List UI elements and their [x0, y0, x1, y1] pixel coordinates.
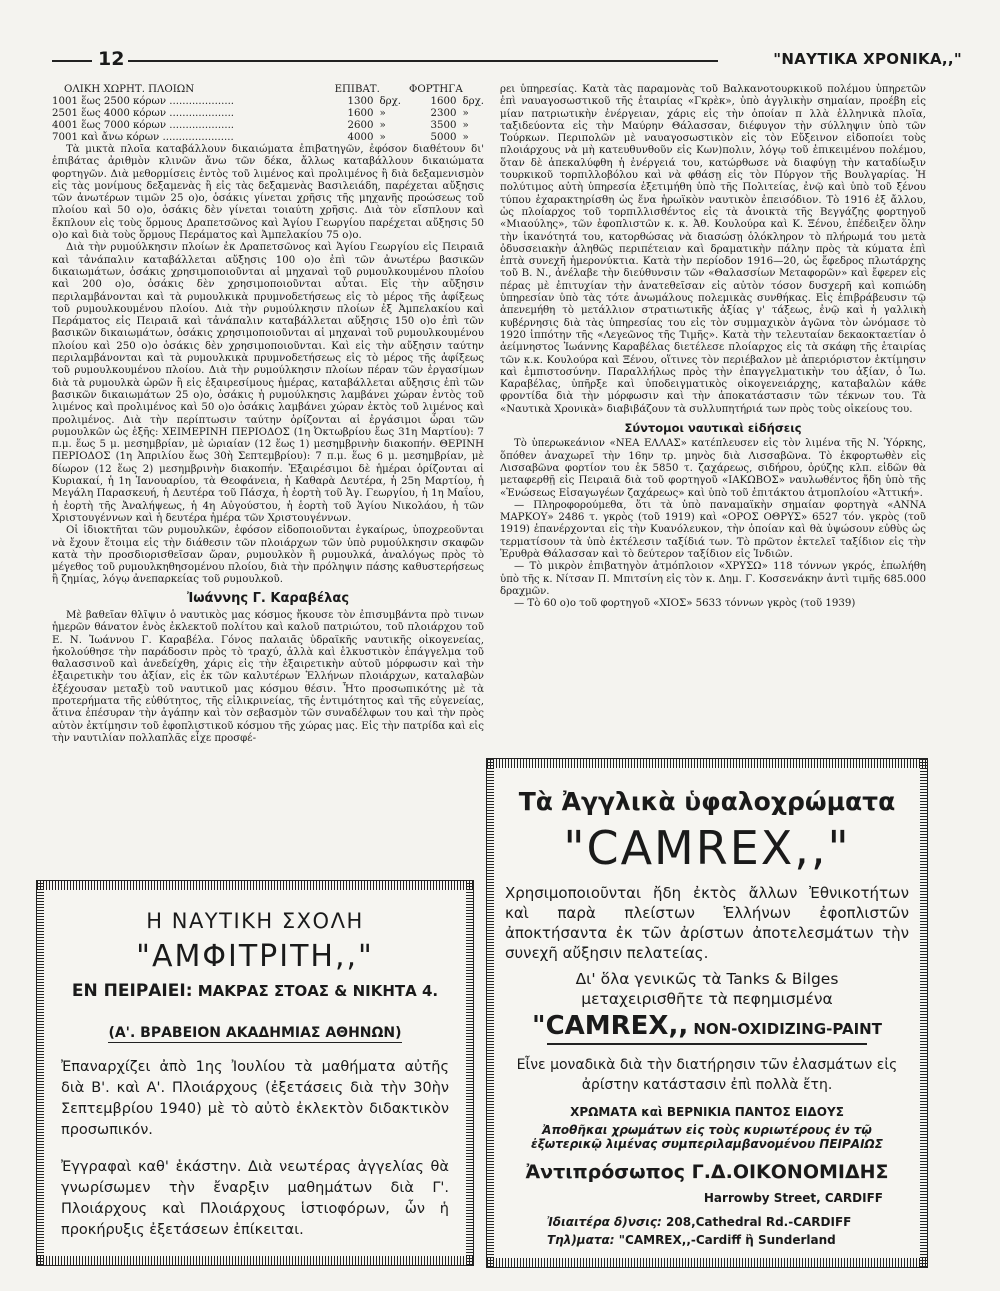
tariff-tonnage: 1001 ἕως 2500 κόρων .................... [52, 96, 235, 107]
camrex-product [497, 1011, 917, 1041]
tariff-tonnage: 7001 καὶ ἄνω κόρων ...................... [52, 132, 234, 143]
tariff-passenger-value: 1600 [347, 108, 374, 119]
school-address [51, 981, 459, 1001]
school-award [51, 1025, 459, 1041]
paragraph: Τὰ μικτὰ πλοῖα καταβάλλουν δικαιώματα ἐπιβατηγῶν, ἐφόσον διαθέτουν δι' ἐπιβάτας ἀριθμὸν κλινῶν ἄνω τῶν δέκα, ἄλλως καταβάλλουν δικαιώματα φορτηγῶν. Διὰ μεθορμίσεις ἐντὸς τοῦ λιμένος καὶ προλιμένος ἢ διὰ δεξαμενισμὸν εἰς τὰς μονίμους δεξαμενὰς ἢ εἰς τὰς δεξαμενὰς Βασιλειάδη, παρέχεται αὔξησις τῶν ἀνωτέρων τιμῶν 25 ο)ο, ὁσάκις γίνεται χρῆσις τῆς μηχανῆς προώσεως τοῦ πλοίου καὶ 50 ο)ο, ὁσάκις δὲν γίνεται τοιαύτη χρῆσις. Διὰ τὸν εἴσπλουν καὶ ἔκπλουν εἰς τοὺς ὅρμους Δραπετσῶνος καὶ Ἁγίου Γεωργίου παρέχεται αὔξησις 50 ο)ο καὶ διὰ τοὺς ὅρμους Περάματος καὶ Ἀμπελακίου 75 ο)ο. [52, 144, 484, 242]
camrex-address-label: Ἰδιαιτέρα δ)νσις: [547, 1215, 662, 1229]
page-number: 12 [98, 48, 125, 70]
journal-title: "ΝΑΥΤΙΚΑ ΧΡΟΝΙΚΑ,," [773, 50, 962, 68]
left-column [52, 84, 484, 745]
border-pattern [920, 759, 927, 1267]
tariff-head-passenger: ΕΠΙΒΑΤ. [334, 84, 380, 95]
camrex-text-1: Χρησιμοποιοῦνται ἤδη ἐκτὸς ἄλλων Ἐθνικοτήτων καὶ παρὰ πλείστων Ἑλλήνων ἐφοπλιστῶν ἀποκτήσαντα ἐκ τῶν ἀρίστων ἀποτελεσμάτων τὴν συνεχῆ αὔξησιν πελατείας. [505, 884, 909, 962]
header-rule-left [52, 60, 92, 62]
camrex-text-2: Δι' ὅλα γενικῶς τὰ Tanks & Bilges μεταχειρισθῆτε τὰ πεφημισμένα [575, 970, 839, 1008]
border-pattern [37, 881, 44, 1265]
camrex-brand: "CAMREX,," [563, 821, 851, 875]
camrex-stock [501, 1123, 913, 1151]
school-advertisement [36, 880, 474, 1266]
camrex-address [547, 1215, 909, 1229]
obituary-continued: ρει ὑπηρεσίας. Κατὰ τὰς παραμονὰς τοῦ Βαλκανοτουρκικοῦ πολέμου ὑπηρετῶν ἐπὶ ναυαγοσωστικοῦ τῆς ἑταιρίας «Γκρὲκ», ὑπὸ ἀγγλικὴν σημαίαν, προέβη εἰς μίαν πατριωτικὴν ἐνέργειαν, χάρις εἰς τὴν ὁποίαν π λλὰ ἑλληνικὰ πλοῖα, ταξιδεύοντα εἰς τὴν Μαύρην Θάλασσαν, διέφυγον τὴν σύλληψιν ὑπὸ τῶν Τούρκων. Περιπολῶν μὲ ναυαγοσωστικὸν εἰς τὸν Εὔξεινον εἰδοποίει τοὺς πλοιάρχους νὰ μὴ κατευθυνθοῦν εἰς Κων)πολιν, λόγῳ τοῦ ἐπικειμένου πολέμου, ὅταν δὲ ἀπεκαλύφθη ἡ ἐνέργειά του, κατώρθωσε νὰ διαφύγῃ τὴν καταδίωξιν τουρκικοῦ τορπιλλοβόλου καὶ νὰ φθάσῃ εἰς τὸν Πύργον τῆς Βουλγαρίας. Ἡ πολύτιμος αὐτὴ ὑπηρεσία ἐξετιμήθη ὑπὸ τῆς Πολιτείας, ἐνῷ καὶ ὑπὸ τοῦ ξένου τύπου ἐχαρακτηρίσθη ὡς ἕνα ἡρωϊκὸν ναυτικὸν ἐπεισόδιον. Τὸ 1916 ἐξ ἄλλου, ὡς πλοίαρχος τοῦ τορπιλλισθέντος εἰς τὰ ἀνοικτὰ τῆς Βεγγάζης φορτηγοῦ «Μιαούλης», τῶν ἐφοπλιστῶν κ. κ. Ἀθ. Κουλούρα καὶ Κ. Ξένου, ἐπέδειξεν ὅλην τὴν ἱκανότητά του, κατορθώσας νὰ διασώσῃ ὁλόκληρον τὸ πλήρωμά του μετὰ ὀδυσσειακὴν ἀληθῶς περιπέτειαν καὶ δραματικὴν πάλην πρὸς τὰ κύματα ἐπὶ ἑπτὰ συνεχῆ ἡμερονύκτια. Κατὰ τὴν περίοδον 1916—20, ὡς ἔφεδρος πλωτάρχης τοῦ Β. Ν., ἀνέλαβε τὴν διεύθυνσιν τῶν «Θαλασσίων Μεταφορῶν» καὶ ἔφερεν εἰς πέρας μὲ ἐπιτυχίαν τὴν ἀνατεθεῖσαν εἰς αὐτὸν τόσον δυσχερῆ καὶ κοπιώδη ὑπηρεσίαν ὑπὸ τὰς τότε ἀνωμάλους πολεμικὰς συνθήκας. Εἰς ἐπιβράβευσιν τῷ ἀπενεμήθη τὸ μετάλλιον στρατιωτικῆς ἀξίας γ' τάξεως, ἐνῷ καὶ ἡ γαλλικὴ κυβέρνησις διὰ τὰς ὑπηρεσίας του εἰς τὸν συμμαχικὸν ἀγῶνα τὸν ὠνόμασε τὸ 1920 ἱππότην τῆς «Λεγεῶνος τῆς Τιμῆς». Κατὰ τὴν τελευταίαν δεκαοκταετίαν ὁ ἀείμνηστος Ἰωάννης Καραβέλας διετέλεσε πλοίαρχος εἰς τὰ σκάφη τῆς ἑταιρίας τῶν κ.κ. Κουλούρα καὶ Ξένου, οἵτινες τὸν περιέβαλον μὲ ἀπεριόριστον ἐκτίμησιν καὶ ἐμπιστοσύνην. Παραλλήλως πρὸς τὴν ἐπαγγελματικὴν του ἀξίαν, ὁ Ἰω. Καραβέλας, ὑπῆρξε καὶ ὑποδειγματικὸς οἰκογενειάρχης, καταβαλὼν κάθε φροντίδα διὰ τὴν μόρφωσιν καὶ τὴν ἀποκατάστασιν τῶν τέκνων του. Τὰ «Ναυτικὰ Χρονικὰ» διαβιβάζουν τὰ συλλυπητήριά των πρὸς τοὺς οἰκείους του. [500, 84, 926, 415]
border-pattern [37, 1256, 473, 1265]
tariff-head-tonnage: ΟΛΙΚΗ ΧΩΡΗΤ. ΠΛΟΙΩΝ [64, 84, 195, 95]
tariff-cargo-unit: » [462, 132, 469, 143]
paragraph: Διὰ τὴν ρυμούλκησιν πλοίων ἐκ Δραπετσῶνος καὶ Ἁγίου Γεωργίου εἰς Πειραιᾶ καὶ τἀνάπαλιν καταβάλλεται αὔξησις 100 ο)ο ἐπὶ τῶν ἀνωτέρω βασικῶν δικαιωμάτων, ὁσάκις χρησιμοποιοῦνται αἱ μηχαναὶ τοῦ ρυμουλκουμένου πλοίου καὶ 200 ο)ο, ὁσάκις δὲν χρησιμοποιοῦνται αὗται. Εἰς τὴν αὔξησιν περιλαμβάνονται καὶ τὰ ρυμουλκικὰ πρυμνοδετήσεως εἰς τὸ μέρος τῆς ἀφίξεως τοῦ ρυμουλκουμένου πλοίου. Διὰ τὴν ρυμούλκησιν πλοίων ἐξ Ἀμπελακίου καὶ Περάματος εἰς Πειραιᾶ καὶ τἀνάπαλιν καταβάλλεται αὔξησις 150 ο)ο ἐπὶ τῶν βασικῶν δικαιωμάτων, ὁσάκις χρησιμοποιοῦνται αἱ μηχαναὶ τοῦ ρυμουλκουμένου πλοίου καὶ 250 ο)ο ὁσάκις δὲν χρησιμοποιοῦνται. Καὶ εἰς τὴν αὔξησιν ταύτην περιλαμβάνονται καὶ τὰ ρυμουλκικὰ πρυμνοδετήσεως εἰς τὸ μέρος τῆς ἀφίξεως τοῦ ρυμουλκουμένου πλοίου. Διὰ τὴν ρυμούλκησιν πλοίων πέραν τῶν ἐργασίμων διὰ τὰ ρυμουλκὰ ὡρῶν ἢ εἰς ἐξαιρεσίμους ἡμέρας, καταβάλλεται αὔξησις ἐπὶ τῶν βασικῶν δικαιωμάτων 25 ο)ο, ὁσάκις ἡ ρυμούλκησις λαμβάνει χώραν ἐντὸς τοῦ λιμένος καὶ προλιμένος καὶ 50 ο)ο ὁσάκις λαμβάνει χώραν ἐκτὸς τοῦ λιμένος καὶ προλιμένος. Διὰ τὴν περίπτωσιν ταύτην ὁρίζονται αἱ ἐργάσιμοι ὧραι τῶν ρυμουλκῶν ὡς ἑξῆς: ΧΕΙΜΕΡΙΝΗ ΠΕΡΙΟΔΟΣ (1η Ὀκτωβρίου ἕως 31η Μαρτίου): 7 π.μ. ἕως 5 μ. μεσημβρίαν, μὲ ὡριαίαν (12 ἕως 1) μεσημβρινὴν διακοπήν. ΘΕΡΙΝΗ ΠΕΡΙΟΔΟΣ (1η Ἀπριλίου ἕως 30ὴ Σεπτεμβρίου): 7 π.μ. ἕως 6 μ. μεσημβρίαν, μὲ δίωρον (12 ἕως 2) μεσημβρινὴν διακοπήν. Ἐξαιρέσιμοι δὲ ἡμέραι ὁρίζονται αἱ Κυριακαί, ἡ 1η Ἰανουαρίου, τὰ Θεοφάνεια, ἡ Καθαρὰ Δευτέρα, ἡ 25η Μαρτίου, ἡ Μεγάλη Παρασκευή, ἡ Δευτέρα τοῦ Πάσχα, ἡ ἑορτὴ τοῦ Ἁγ. Γεωργίου, ἡ 1η Μαΐου, ἡ ἑορτὴ τῆς Ἀναλήψεως, ἡ 4η Αὐγούστου, ἡ ἑορτὴ τοῦ Ἁγίου Νικολάου, ἡ τῶν Χριστουγέννων καὶ ἡ δευτέρα ἡμέρα τῶν Χριστουγέννων. [52, 242, 484, 524]
tariff-tonnage: 2501 ἕως 4000 κόρων .................... [52, 108, 235, 119]
camrex-street: Harrowby Street, CARDIFF [703, 1191, 883, 1205]
tariff-head-cargo: ΦΟΡΤΗΓΑ [409, 84, 463, 95]
camrex-telegram-label: Τηλ)ματα: [547, 1233, 615, 1247]
school-address-city: ΕΝ ΠΕΙΡΑΙΕΙ: [71, 981, 193, 1001]
tariff-cargo-unit: » [462, 108, 469, 119]
camrex-stock-2: ἐξωτερικῷ λιμένας συμπεριλαμβανομένου ΠΕΙΡΑΙΩΣ [531, 1137, 883, 1151]
school-text-1: Ἐπαναρχίζει ἀπὸ 1ης Ἰουλίου τὰ μαθήματα αὐτῆς διὰ Β'. καὶ Α'. Πλοιάρχους (ἐξετάσεις διὰ τὴν 30ὴν Σεπτεμβρίου 1940) μὲ τὸ αὐτὸ ἐκλεκτὸν διδακτικὸν προσωπικόν. [61, 1059, 449, 1138]
camrex-text-3: Εἶνε μοναδικὰ διὰ τὴν διατήρησιν τῶν ἐλασμάτων εἰς ἀρίστην κατάστασιν ἐπὶ πολλὰ ἔτη. [516, 1057, 898, 1093]
right-column [500, 84, 926, 610]
camrex-product-brand: "CAMREX,, [532, 1011, 689, 1041]
tariff-passenger-unit: » [379, 108, 386, 119]
school-address-street: ΜΑΚΡΑΣ ΣΤΟΑΣ & ΝΙΚΗΤΑ 4. [197, 982, 439, 1000]
header-rule-middle [128, 60, 718, 62]
tariff-passenger-value: 4000 [347, 132, 374, 143]
camrex-advertisement [486, 758, 928, 1268]
camrex-telegram-value: "CAMREX,,-Cardiff ἢ Sunderland [618, 1233, 836, 1247]
school-award-text: (Α'. ΒΡΑΒΕΙΟΝ ΑΚΑΔΗΜΙΑΣ ΑΘΗΝΩΝ) [108, 1025, 402, 1041]
news-title: Σύντομοι ναυτικαὶ εἰδήσεις [624, 421, 802, 436]
tariff-row [52, 108, 484, 120]
school-line1: Η ΝΑΥΤΙΚΗ ΣΧΟΛΗ [146, 909, 364, 933]
camrex-product-type: NON-OXIDIZING-PAINT [693, 1020, 882, 1038]
tariff-cargo-value: 3500 [430, 120, 457, 131]
tariff-passenger-unit: » [379, 132, 386, 143]
camrex-address-value: 208,Cathedral Rd.-CARDIFF [666, 1215, 852, 1229]
school-name: "ΑΜΦΙΤΡΙΤΗ,," [136, 939, 374, 974]
border-pattern [487, 759, 927, 768]
tariff-cargo-value: 5000 [430, 132, 457, 143]
camrex-stock-1: Ἀποθῆκαι χρωμάτων εἰς τοὺς κυριωτέρους ἐν τῷ [542, 1123, 872, 1137]
camrex-headline: Τὰ Ἀγγλικὰ ὑφαλοχρώματα [518, 787, 896, 816]
obituary-text: Μὲ βαθεῖαν θλῖψιν ὁ ναυτικὸς μας κόσμος ἤκουσε τὸν ἐπισυμβάντα πρὸ τινων ἡμερῶν θάνατον ἑνὸς ἐκλεκτοῦ πολίτου καὶ καλοῦ πατριώτου, τοῦ πλοιάρχου τοῦ Ε. Ν. Ἰωάννου Γ. Καραβέλα. Γόνος παλαιᾶς ὑδραϊκῆς ναυτικῆς οἰκογενείας, ἠκολούθησε τὴν παράδοσιν πρὸς τὸ τραχύ, ἀλλὰ καὶ ἑλκυστικὸν ἐπάγγελμα τοῦ θαλασσινοῦ καὶ ἀνεδείχθη, χάρις εἰς τὴν ἐξαιρετικὴν αὐτοῦ μόρφωσιν καὶ τὴν ἐξαιρετικὴν του ἀξίαν, εἰς ἐκ τῶν καλυτέρων Ἑλλήνων πλοιάρχων, καταλαβὼν ἐξέχουσαν μεταξὺ τοῦ ναυτικοῦ μας κόσμου θέσιν. Ἦτο προσωπικότης μὲ τὰ προτερήματα τῆς εὐθύτητος, τῆς εἰλικρινείας, τῆς ἐντιμότητος καὶ τῆς εὐγενείας, ἅτινα ἐπέσυραν τὴν ἀγάπην καὶ τὸν σεβασμὸν τῶν συναδέλφων του καὶ τὴν πρὸς αὐτὸν ἐκτίμησιν τοῦ ἐφοπλιστικοῦ κόσμου τῆς χώρας μας. Εἰς τὴν πατρίδα καὶ εἰς τὴν ναυτιλίαν πολλαπλᾶς εἶχε προσφέ- [52, 609, 484, 744]
page-header [50, 44, 962, 74]
tariff-passenger-unit: » [379, 120, 386, 131]
tariff-passenger-value: 1300 [347, 96, 374, 107]
tariff-table [52, 84, 484, 144]
tariff-cargo-unit: δρχ. [462, 96, 484, 107]
camrex-telegram [547, 1233, 909, 1247]
tariff-cargo-value: 2300 [430, 108, 457, 119]
camrex-colours: ΧΡΩΜΑΤΑ καὶ ΒΕΡΝΙΚΙΑ ΠΑΝΤΟΣ ΕΙΔΟΥΣ [570, 1105, 844, 1119]
tariff-passenger-unit: δρχ. [379, 96, 402, 107]
tariff-row [52, 132, 484, 144]
border-pattern [37, 881, 473, 890]
tariff-header-row [52, 84, 484, 96]
news-item: — Τὸ 60 ο)ο τοῦ φορτηγοῦ «ΧΙΟΣ» 5633 τόννων γκρὸς (τοῦ 1939) [514, 598, 856, 610]
news-item: — Τὸ μικρὸν ἐπιβατηγὸν ἀτμόπλοιον «ΧΡΥΣΩ» 118 τόννων γκρός, ἐπωλήθη ὑπὸ τῆς κ. Νίτσαν Π. Μπιτσίνη εἰς τὸν κ. Δημ. Γ. Κοσσενάκην ἀντὶ τιμῆς 685.000 δραχμῶν. [500, 561, 926, 597]
border-pattern [487, 1258, 927, 1267]
news-item: — Πληροφορούμεθα, ὅτι τὰ ὑπὸ παναμαϊκὴν σημαίαν φορτηγὰ «ΑΝΝΑ ΜΑΡΚΟΥ» 2486 τ. γκρὸς (τοῦ 1919) καὶ «ΟΡΟΣ ΟΘΡΥΣ» 6527 τόν. γκρὸς (τοῦ 1919) ἐπανέρχονται εἰς τὴν Κυανόλευκον, τὴν ὁποίαν καὶ θὰ ὑψώσουν εὐθὺς ὡς τερματίσουν τὰ ὑπὸ ἐκτέλεσιν ταξίδιά των. Τὸ πρῶτον ἐκτελεῖ ταξίδιον εἰς τὴν Ἐρυθρὰ Θάλασσαν καὶ τὸ δεύτερον ταξίδιον εἰς Ἰνδιῶν. [500, 499, 926, 560]
tariff-tonnage: 4001 ἕως 7000 κόρων .................... [52, 120, 235, 131]
tariff-cargo-unit: » [462, 120, 469, 131]
obituary-title: Ἰωάννης Γ. Καραβέλας [186, 590, 350, 606]
school-text-2: Ἐγγραφαὶ καθ' ἑκάστην. Διὰ νεωτέρας ἀγγελίας θὰ γνωρίσωμεν τὴν ἔναρξιν μαθημάτων διὰ Γ'. Πλοιάρχους καὶ Πλοιάρχους ἱστιοφόρων, ὧν ἡ προκήρυξις ἐξετάσεων ἐπίκειται. [61, 1159, 449, 1238]
tariff-cargo-value: 1600 [430, 96, 457, 107]
tariff-passenger-value: 2600 [347, 120, 374, 131]
tariff-row [52, 120, 484, 132]
tariff-row [52, 96, 484, 108]
camrex-rule [547, 1043, 867, 1045]
border-pattern [466, 881, 473, 1265]
paragraph: Οἱ ἰδιοκτῆται τῶν ρυμουλκῶν, ἐφόσον εἰδοποιοῦνται ἐγκαίρως, ὑποχρεοῦνται νὰ ἔχουν ἕτοιμα εἰς τὴν διάθεσιν τῶν πλοιάρχων τῶν ὑπὸ ρυμούλκησιν σκαφῶν κατὰ τὴν προσδιορισθεῖσαν ὥραν, ρυμουλκὸν ἢ ρυμουλκά, ἀναλόγως πρὸς τὸ μέγεθος τοῦ ρυμουλκηθησομένου πλοίου, διὰ τὴν πρόληψιν πάσης καθυστερήσεως ἢ ζημίας, λόγῳ ἀνεπαρκείας τοῦ ρυμουλκοῦ. [52, 525, 484, 586]
news-item: Τὸ ὑπερωκεάνιον «ΝΕΑ ΕΛΛΑΣ» κατέπλευσεν εἰς τὸν λιμένα τῆς Ν. Ὑόρκης, ὅπόθεν ἀναχωρεῖ τὴν 16ην τρ. μηνὸς διὰ Λισσαβῶνα. Τὸ ἐκφορτωθὲν εἰς Λισσαβῶνα φορτίον του ἐκ 5850 τ. ζαχάρεως, σιδήρου, ὀρύζης κλπ. εἰδῶν θὰ μεταφερθῇ εἰς Πειραιᾶ διὰ τοῦ φορτηγοῦ «ΙΑΚΩΒΟΣ» ναυλωθέντος ἤδη ὑπὸ τῆς «Ἑνώσεως Εἰσαγωγέων ζαχάρεως» καὶ ὑπὸ τοῦ ἐπιτάκτου ἀτμοπλοίου «Ἀττική». [500, 438, 926, 499]
camrex-agent: Ἀντιπρόσωπος Γ.Δ.ΟΙΚΟΝΟΜΙΔΗΣ [525, 1161, 889, 1183]
border-pattern [487, 759, 494, 1267]
